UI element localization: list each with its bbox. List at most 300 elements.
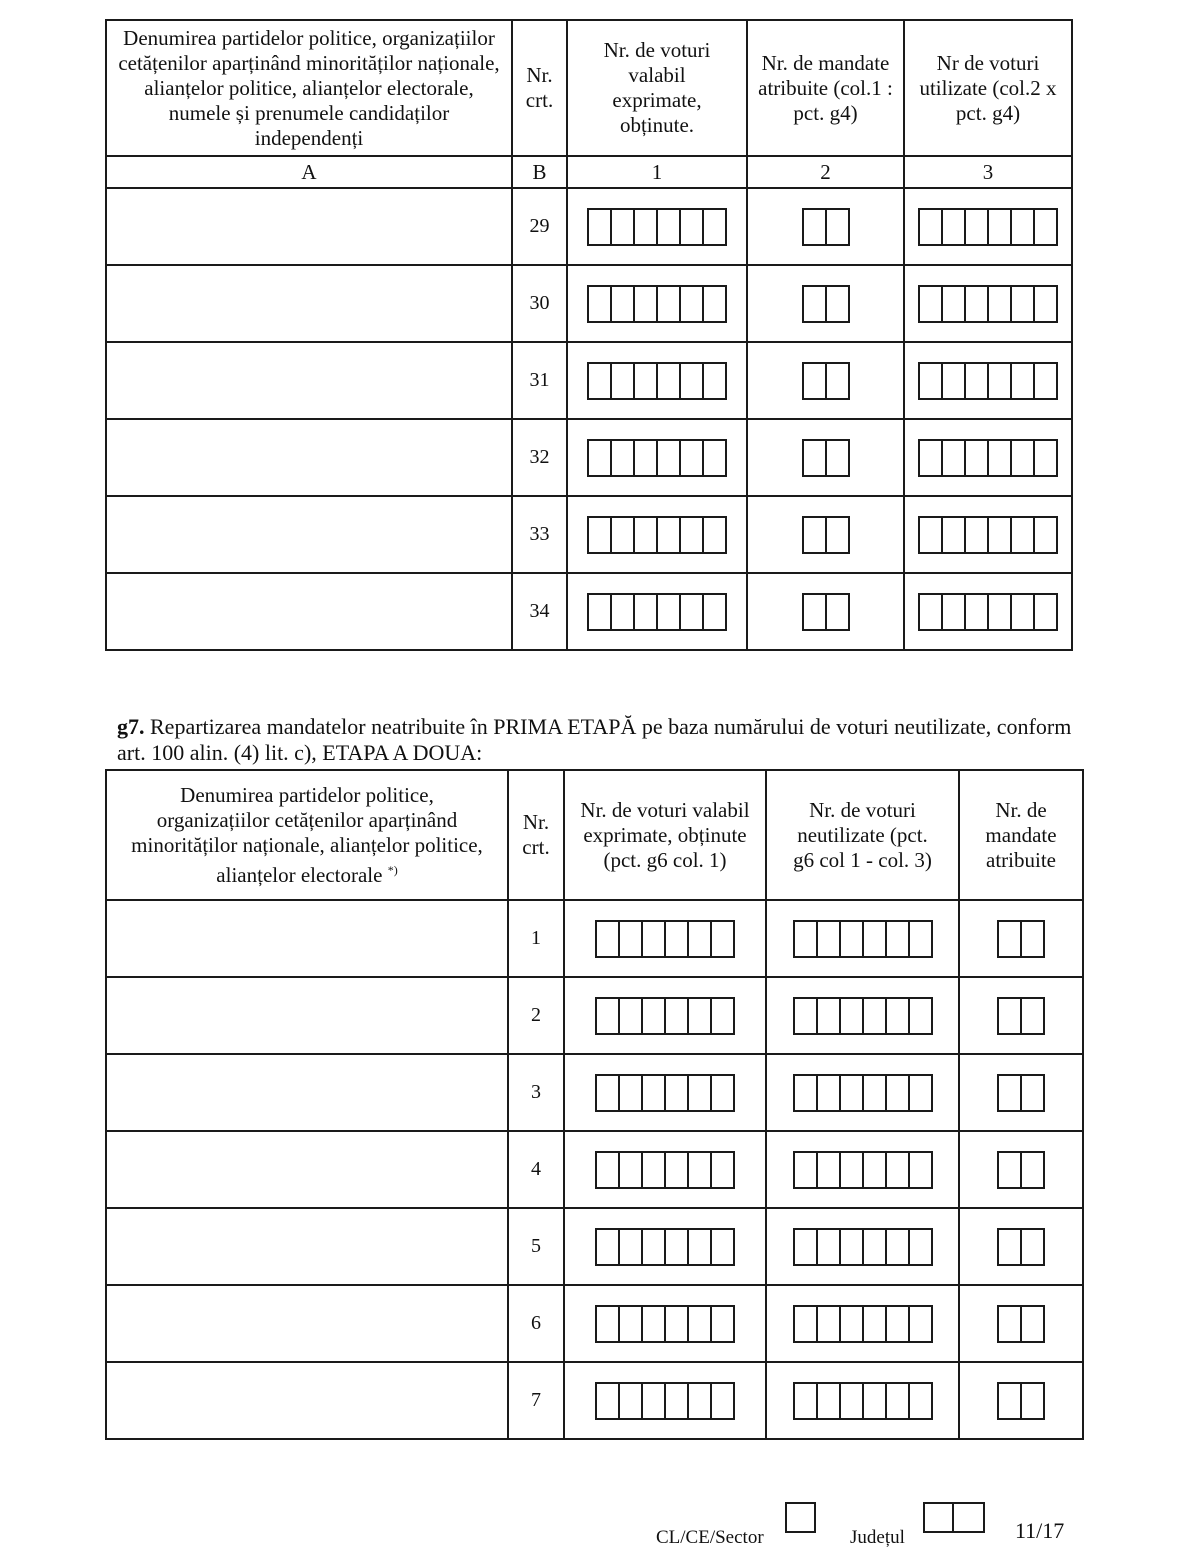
digit-box[interactable] [918,516,943,554]
valid-votes-cell [564,1285,766,1362]
valid-votes-boxes[interactable] [587,516,727,554]
valid-votes-cell [567,573,747,650]
digit-box[interactable] [710,1382,735,1420]
party-name-cell[interactable] [106,1285,508,1362]
digit-box[interactable] [997,1228,1022,1266]
digit-box[interactable] [816,1382,841,1420]
digit-box[interactable] [595,1228,620,1266]
digit-box[interactable] [618,1151,643,1189]
valid-votes-boxes[interactable] [587,285,727,323]
digit-box[interactable] [664,1151,689,1189]
digit-box[interactable] [1010,439,1035,477]
digit-box[interactable] [1033,208,1058,246]
digit-box[interactable] [793,997,818,1035]
header-valid-votes: Nr. de voturi valabil exprimate, obținute. [567,20,747,156]
digit-box[interactable] [816,920,841,958]
digit-box[interactable] [862,1382,887,1420]
digit-box[interactable] [816,1074,841,1112]
digit-box[interactable] [987,285,1012,323]
digit-box[interactable] [1033,516,1058,554]
digit-box[interactable] [710,920,735,958]
digit-box[interactable] [997,1151,1022,1189]
party-name-cell[interactable] [106,1131,508,1208]
digit-box[interactable] [816,1151,841,1189]
mandates-cell [959,977,1083,1054]
row-number: 32 [512,419,567,496]
digit-box[interactable] [987,439,1012,477]
digit-box[interactable] [802,285,827,323]
valid-votes-boxes[interactable] [587,593,727,631]
digit-box[interactable] [641,1228,666,1266]
digit-box[interactable] [679,362,704,400]
digit-box[interactable] [816,1228,841,1266]
digit-box[interactable] [802,362,827,400]
digit-box[interactable] [664,1074,689,1112]
valid-votes-boxes[interactable] [595,1228,735,1266]
digit-box[interactable] [1020,1074,1045,1112]
mandates-boxes[interactable] [997,1074,1045,1112]
unused-votes-cell [766,900,959,977]
valid-votes-boxes[interactable] [595,1151,735,1189]
valid-votes-cell [564,1362,766,1439]
digit-box[interactable] [1020,1305,1045,1343]
digit-box[interactable] [595,1305,620,1343]
party-name-cell[interactable] [106,900,508,977]
digit-box[interactable] [702,285,727,323]
unused-votes-boxes[interactable] [793,997,933,1035]
digit-box[interactable] [641,997,666,1035]
table-row [106,1054,1083,1131]
digit-box[interactable] [1020,920,1045,958]
mandates-boxes[interactable] [802,439,850,477]
digit-box[interactable] [839,997,864,1035]
digit-box[interactable] [918,285,943,323]
header-mandates: Nr. de mandate atribuite [959,770,1083,900]
digit-box[interactable] [941,285,966,323]
table-row [106,573,1072,650]
digit-box[interactable] [997,920,1022,958]
table-row [106,977,1083,1054]
digit-box[interactable] [587,208,612,246]
valid-votes-boxes[interactable] [595,997,735,1035]
digit-box[interactable] [964,593,989,631]
header-unused-votes: Nr. de voturi neutilizate (pct. g6 col 1 - col. 3) [766,770,959,900]
unused-votes-cell [766,977,959,1054]
digit-box[interactable] [610,593,635,631]
digit-box[interactable] [595,920,620,958]
digit-box[interactable] [802,208,827,246]
digit-box[interactable] [587,439,612,477]
digit-box[interactable] [908,1074,933,1112]
table-row [106,900,1083,977]
used-votes-boxes[interactable] [918,362,1058,400]
digit-box[interactable] [702,516,727,554]
subheader-3: 3 [904,156,1072,188]
digit-box[interactable] [839,1151,864,1189]
digit-box[interactable] [633,362,658,400]
digit-box[interactable] [664,997,689,1035]
mandates-boxes[interactable] [997,1151,1045,1189]
digit-box[interactable] [825,439,850,477]
digit-box[interactable] [997,1074,1022,1112]
digit-box[interactable] [710,1305,735,1343]
party-name-cell[interactable] [106,419,512,496]
used-votes-cell [904,265,1072,342]
digit-box[interactable] [885,1228,910,1266]
section-g7-label: g7. [117,714,145,739]
used-votes-cell [904,188,1072,265]
subheader-2: 2 [747,156,904,188]
unused-votes-boxes[interactable] [793,1305,933,1343]
valid-votes-cell [564,977,766,1054]
digit-box[interactable] [710,997,735,1035]
digit-box[interactable] [595,997,620,1035]
used-votes-cell [904,496,1072,573]
digit-box[interactable] [633,516,658,554]
digit-box[interactable] [1033,439,1058,477]
digit-box[interactable] [862,997,887,1035]
digit-box[interactable] [610,439,635,477]
mandates-cell [959,1131,1083,1208]
digit-box[interactable] [908,1151,933,1189]
digit-box[interactable] [908,1382,933,1420]
unused-votes-boxes[interactable] [793,1151,933,1189]
digit-box[interactable] [587,285,612,323]
digit-box[interactable] [702,439,727,477]
digit-box[interactable] [964,439,989,477]
digit-box[interactable] [679,516,704,554]
digit-box[interactable] [793,920,818,958]
mandates-boxes[interactable] [997,920,1045,958]
digit-box[interactable] [816,1305,841,1343]
valid-votes-cell [567,419,747,496]
mandates-boxes[interactable] [802,516,850,554]
row-number: 5 [508,1208,564,1285]
mandates-cell [959,1054,1083,1131]
digit-box[interactable] [997,997,1022,1035]
row-number: 29 [512,188,567,265]
valid-votes-boxes[interactable] [595,1305,735,1343]
digit-box[interactable] [987,362,1012,400]
digit-box[interactable] [862,1151,887,1189]
digit-box[interactable] [862,920,887,958]
digit-box[interactable] [656,593,681,631]
header-valid-votes: Nr. de voturi valabil exprimate, obținute (pct. g6 col. 1) [564,770,766,900]
digit-box[interactable] [1020,1228,1045,1266]
digit-box[interactable] [987,593,1012,631]
party-name-cell[interactable] [106,1362,508,1439]
digit-box[interactable] [656,439,681,477]
digit-box[interactable] [595,1382,620,1420]
digit-box[interactable] [839,1382,864,1420]
digit-box[interactable] [1010,593,1035,631]
party-name-cell[interactable] [106,496,512,573]
party-name-cell[interactable] [106,342,512,419]
mandates-boxes[interactable] [802,208,850,246]
digit-box[interactable] [885,1151,910,1189]
digit-box[interactable] [702,208,727,246]
digit-box[interactable] [918,593,943,631]
digit-box[interactable] [862,1074,887,1112]
digit-box[interactable] [687,1228,712,1266]
digit-box[interactable] [687,920,712,958]
valid-votes-boxes[interactable] [595,1382,735,1420]
digit-box[interactable] [710,1151,735,1189]
mandates-cell [959,1208,1083,1285]
digit-box[interactable] [595,1151,620,1189]
used-votes-boxes[interactable] [918,593,1058,631]
digit-box[interactable] [641,1074,666,1112]
row-number: 1 [508,900,564,977]
digit-box[interactable] [802,439,827,477]
digit-box[interactable] [710,1228,735,1266]
digit-box[interactable] [885,1305,910,1343]
digit-box[interactable] [839,1305,864,1343]
digit-box[interactable] [918,208,943,246]
digit-box[interactable] [908,997,933,1035]
mandates-cell [747,188,904,265]
digit-box[interactable] [610,516,635,554]
unused-votes-cell [766,1054,959,1131]
digit-box[interactable] [656,285,681,323]
digit-box[interactable] [664,1305,689,1343]
row-number: 33 [512,496,567,573]
digit-box[interactable] [633,593,658,631]
row-number: 31 [512,342,567,419]
mandates-cell [959,900,1083,977]
party-name-cell[interactable] [106,977,508,1054]
used-votes-cell [904,342,1072,419]
digit-box[interactable] [964,516,989,554]
unused-votes-boxes[interactable] [793,920,933,958]
digit-box[interactable] [825,285,850,323]
digit-box[interactable] [825,362,850,400]
valid-votes-boxes[interactable] [587,208,727,246]
digit-box[interactable] [802,516,827,554]
footer-sector-box[interactable] [785,1502,816,1533]
digit-box[interactable] [1020,997,1045,1035]
unused-votes-boxes[interactable] [793,1228,933,1266]
digit-box[interactable] [664,1228,689,1266]
digit-box[interactable] [941,208,966,246]
used-votes-boxes[interactable] [918,208,1058,246]
used-votes-boxes[interactable] [918,439,1058,477]
digit-box[interactable] [918,439,943,477]
header-name: Denumirea partidelor politice, organizațiilor cetățenilor aparținând minorităților naționale, alianțelor politice, alianțelor electorale, numele și prenumele candidaților independenți [106,20,512,156]
digit-box[interactable] [610,362,635,400]
digit-box[interactable] [997,1382,1022,1420]
valid-votes-boxes[interactable] [595,920,735,958]
digit-box[interactable] [664,1382,689,1420]
digit-box[interactable] [839,920,864,958]
digit-box[interactable] [802,593,827,631]
digit-box[interactable] [702,593,727,631]
digit-box[interactable] [610,208,635,246]
valid-votes-cell [564,1208,766,1285]
row-number: 6 [508,1285,564,1362]
digit-box[interactable] [964,208,989,246]
digit-box[interactable] [793,1305,818,1343]
digit-box[interactable] [633,439,658,477]
page-number: 11/17 [1015,1518,1065,1543]
digit-box[interactable] [908,1305,933,1343]
unused-votes-cell [766,1208,959,1285]
header-name: Denumirea partidelor politice, organizațiilor cetățenilor aparținând minorităților naționale, alianțelor politice, alianțelor electorale *) [106,770,508,900]
digit-box[interactable] [964,285,989,323]
results-table-g7 [105,769,1084,1440]
digit-box[interactable] [633,285,658,323]
digit-box[interactable] [587,516,612,554]
digit-box[interactable] [1020,1382,1045,1420]
digit-box[interactable] [618,1305,643,1343]
digit-box[interactable] [987,516,1012,554]
digit-box[interactable] [941,439,966,477]
digit-box[interactable] [825,208,850,246]
footer-judet-box[interactable] [923,1502,985,1533]
digit-box[interactable] [862,1305,887,1343]
mandates-boxes[interactable] [997,1228,1045,1266]
valid-votes-cell [567,342,747,419]
digit-box[interactable] [595,1074,620,1112]
digit-box[interactable] [656,516,681,554]
digit-box[interactable] [656,208,681,246]
digit-box[interactable] [641,920,666,958]
header-nr: Nr. crt. [512,20,567,156]
digit-box[interactable] [793,1228,818,1266]
digit-box[interactable] [664,920,689,958]
mandates-cell [959,1285,1083,1362]
digit-box[interactable] [941,516,966,554]
used-votes-cell [904,419,1072,496]
digit-box[interactable] [687,1305,712,1343]
digit-box[interactable] [587,593,612,631]
digit-box[interactable] [618,1074,643,1112]
digit-box[interactable] [885,1382,910,1420]
digit-box[interactable] [885,920,910,958]
digit-box[interactable] [793,1382,818,1420]
digit-box[interactable] [839,1074,864,1112]
digit-box[interactable] [1033,593,1058,631]
digit-box[interactable] [816,997,841,1035]
digit-box[interactable] [618,1228,643,1266]
header-used-votes: Nr de voturi utilizate (col.2 x pct. g4) [904,20,1072,156]
valid-votes-boxes[interactable] [587,362,727,400]
digit-box[interactable] [687,997,712,1035]
digit-box[interactable] [633,208,658,246]
unused-votes-boxes[interactable] [793,1382,933,1420]
party-name-cell[interactable] [106,1208,508,1285]
digit-box[interactable] [641,1151,666,1189]
mandates-boxes[interactable] [802,285,850,323]
table-row [106,265,1072,342]
digit-box[interactable] [687,1151,712,1189]
digit-box[interactable] [908,920,933,958]
party-name-cell[interactable] [106,188,512,265]
party-name-cell[interactable] [106,573,512,650]
digit-box[interactable] [941,362,966,400]
digit-box[interactable] [656,362,681,400]
digit-box[interactable] [587,362,612,400]
table-row [106,1208,1083,1285]
table-row [106,188,1072,265]
unused-votes-cell [766,1131,959,1208]
valid-votes-cell [567,188,747,265]
digit-box[interactable] [825,593,850,631]
subheader-a: A [106,156,512,188]
digit-box[interactable] [793,1074,818,1112]
digit-box[interactable] [987,208,1012,246]
row-number: 34 [512,573,567,650]
digit-box[interactable] [1020,1151,1045,1189]
mandates-boxes[interactable] [802,362,850,400]
mandates-boxes[interactable] [997,997,1045,1035]
digit-box[interactable] [1033,285,1058,323]
digit-box[interactable] [918,362,943,400]
digit-box[interactable] [1010,208,1035,246]
digit-box[interactable] [997,1305,1022,1343]
party-name-cell[interactable] [106,265,512,342]
digit-box[interactable] [679,439,704,477]
digit-box[interactable] [839,1228,864,1266]
valid-votes-boxes[interactable] [595,1074,735,1112]
digit-box[interactable] [862,1228,887,1266]
digit-box[interactable] [610,285,635,323]
digit-box[interactable] [908,1228,933,1266]
mandates-boxes[interactable] [997,1305,1045,1343]
subheader-b: B [512,156,567,188]
digit-box[interactable] [641,1382,666,1420]
row-number: 7 [508,1362,564,1439]
party-name-cell[interactable] [106,1054,508,1131]
digit-box[interactable] [964,362,989,400]
digit-box[interactable] [1033,362,1058,400]
unused-votes-boxes[interactable] [793,1074,933,1112]
digit-box[interactable] [793,1151,818,1189]
section-g7-text: Repartizarea mandatelor neatribuite în PRIMA ETAPĂ pe baza numărului de voturi neutilizate, conform art. 100 alin. (4) lit. c), ETAPA A DOUA: [117,714,1072,765]
digit-box[interactable] [885,997,910,1035]
results-table-g6 [105,19,1073,651]
digit-box[interactable] [679,593,704,631]
digit-box[interactable] [618,1382,643,1420]
digit-box[interactable] [679,285,704,323]
digit-box[interactable] [687,1382,712,1420]
digit-box[interactable] [687,1074,712,1112]
digit-box[interactable] [702,362,727,400]
digit-box[interactable] [618,997,643,1035]
digit-box[interactable] [618,920,643,958]
valid-votes-boxes[interactable] [587,439,727,477]
mandates-boxes[interactable] [997,1382,1045,1420]
table-row [106,1285,1083,1362]
mandates-boxes[interactable] [802,593,850,631]
used-votes-boxes[interactable] [918,516,1058,554]
used-votes-boxes[interactable] [918,285,1058,323]
digit-box[interactable] [825,516,850,554]
section-g7-title [117,714,1087,766]
mandates-cell [959,1362,1083,1439]
used-votes-cell [904,573,1072,650]
digit-box[interactable] [1010,285,1035,323]
digit-box[interactable] [641,1305,666,1343]
digit-box[interactable] [1010,362,1035,400]
digit-box[interactable] [710,1074,735,1112]
digit-box[interactable] [679,208,704,246]
digit-box[interactable] [1010,516,1035,554]
digit-box[interactable] [885,1074,910,1112]
digit-box[interactable] [941,593,966,631]
unused-votes-cell [766,1285,959,1362]
table-row [106,496,1072,573]
